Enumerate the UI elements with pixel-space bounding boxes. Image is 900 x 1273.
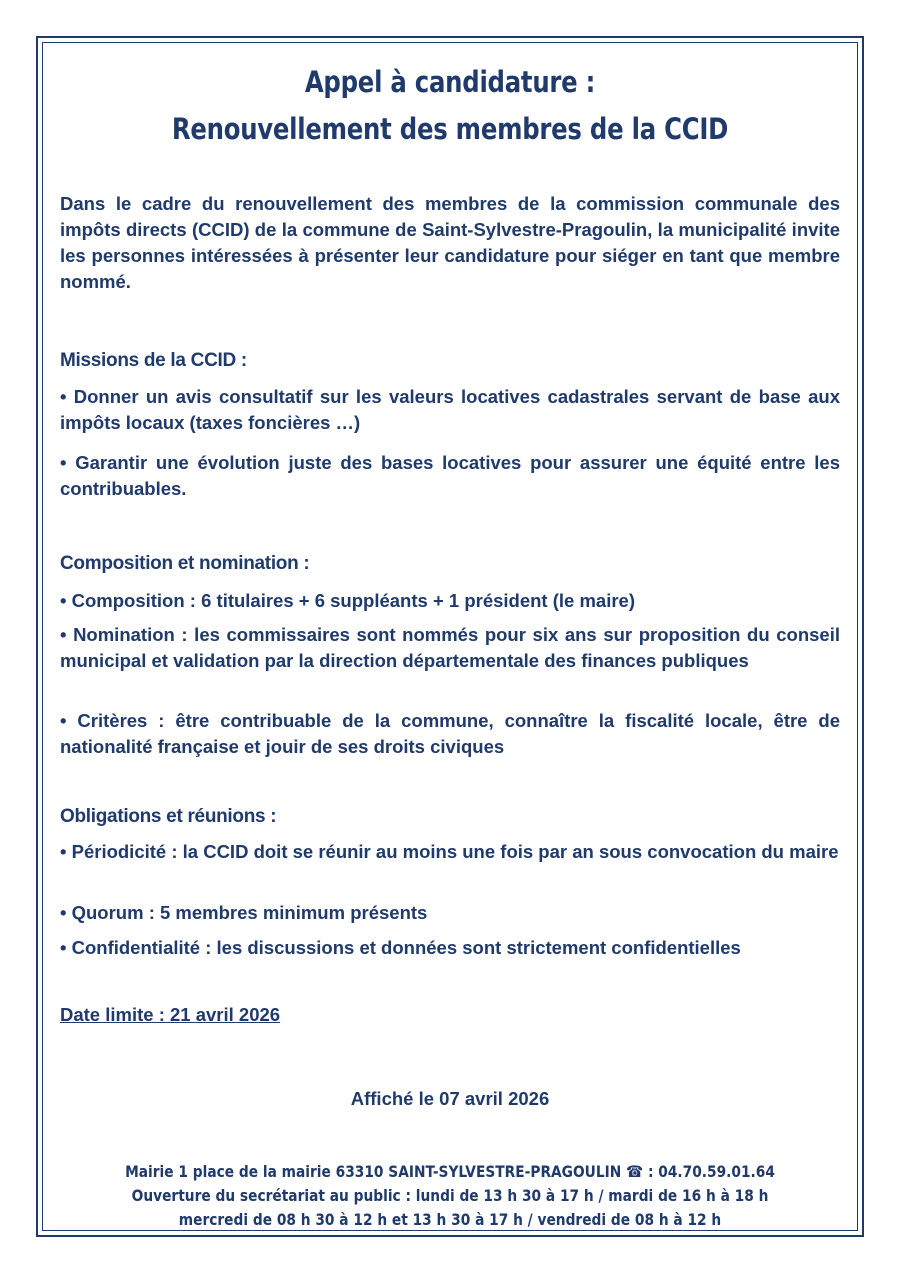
missions-heading: Missions de la CCID : [60, 350, 247, 371]
obligations-item-1: • Périodicité : la CCID doit se réunir au moins une fois par an sous convocation du maire [60, 841, 839, 862]
footer-address: Mairie 1 place de la mairie 63310 SAINT-SYLVESTRE-PRAGOULIN ☎ : 04.70.59.01.64 [125, 1162, 775, 1181]
page-title-line1: Appel à candidature : [304, 65, 596, 99]
missions-item-2: • Garantir une évolution juste des bases locatives pour assurer une équité entre les contribuables. [60, 452, 840, 499]
composition-item-3: • Critères : être contribuable de la commune, connaître la fiscalité locale, être de nationalité française et jouir de ses droits civiques [60, 710, 840, 757]
composition-heading: Composition et nomination : [60, 553, 310, 574]
obligations-item-3: • Confidentialité : les discussions et données sont strictement confidentielles [60, 937, 741, 958]
posted-date: Affiché le 07 avril 2026 [350, 1088, 550, 1109]
composition-item-2: • Nomination : les commissaires sont nommés pour six ans sur proposition du conseil municipal et validation par la direction départementale des finances publiques [60, 624, 840, 671]
footer-hours-2: mercredi de 08 h 30 à 12 h et 13 h 30 à 17 h / vendredi de 08 h à 12 h [178, 1210, 722, 1229]
obligations-heading: Obligations et réunions : [60, 806, 277, 827]
obligations-item-2: • Quorum : 5 membres minimum présents [60, 902, 428, 923]
intro-paragraph: Dans le cadre du renouvellement des membres de la commission communale des impôts directs (CCID) de la commune de Saint-Sylvestre-Pragoulin, la municipalité invite les personnes intéressées à présenter leur candidature pour siéger en tant que membre nommé. [60, 193, 840, 292]
page-title-line2: Renouvellement des membres de la CCID [171, 112, 729, 146]
footer-hours-1: Ouverture du secrétariat au public : lundi de 13 h 30 à 17 h / mardi de 16 h à 18 h [131, 1186, 769, 1205]
missions-item-1: • Donner un avis consultatif sur les valeurs locatives cadastrales servant de base aux impôts locaux (taxes foncières …) [60, 386, 840, 433]
composition-item-1: • Composition : 6 titulaires + 6 suppléants + 1 président (le maire) [60, 590, 635, 611]
deadline: Date limite : 21 avril 2026 [60, 1004, 281, 1025]
